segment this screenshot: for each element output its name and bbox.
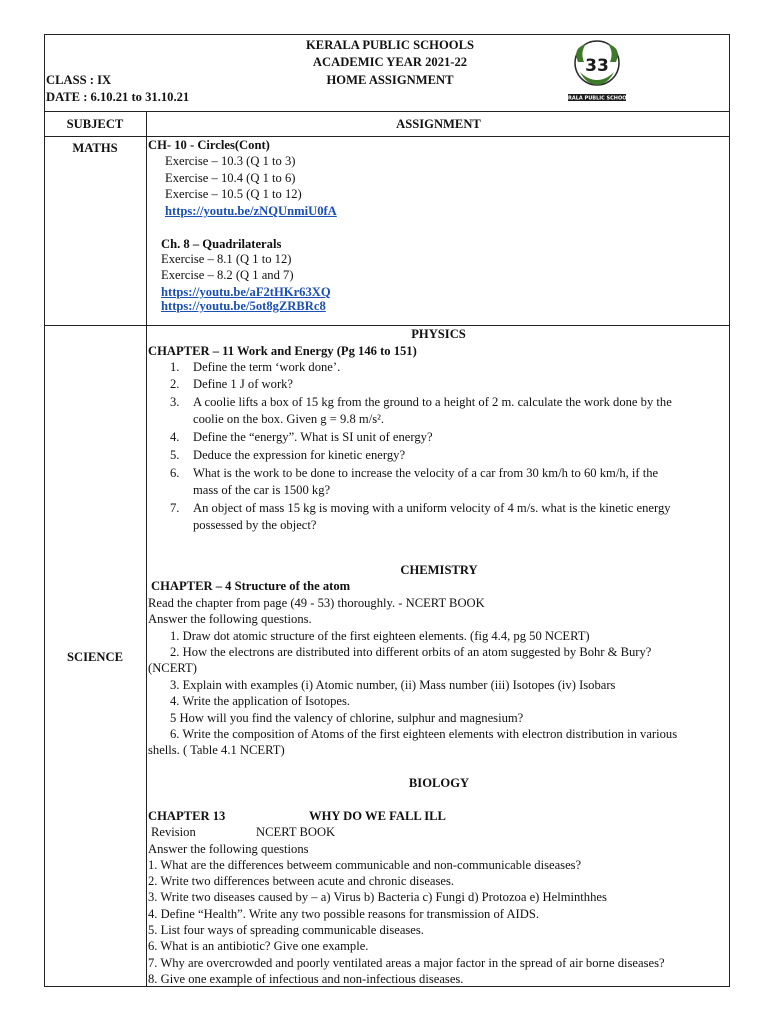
biology-question: 3. Write two diseases caused by – a) Virus b) Bacteria c) Fungi d) Protozoa e) Helminthhes xyxy=(148,890,607,904)
physics-question: Define 1 J of work? xyxy=(193,377,294,391)
chemistry-question-cont: (NCERT) xyxy=(148,661,197,675)
biology-question: 2. Write two differences between acute and chronic diseases. xyxy=(148,874,455,888)
physics-question-number: 4. xyxy=(170,430,180,444)
chemistry-question-cont: shells. ( Table 4.1 NCERT) xyxy=(148,743,285,757)
physics-question: An object of mass 15 kg is moving with a uniform velocity of 4 m/s. what is the kinetic energy xyxy=(193,501,671,515)
school-name: KERALA PUBLIC SCHOOLS xyxy=(306,38,474,52)
biology-chapter-title: WHY DO WE FALL ILL xyxy=(309,809,446,823)
date-label: DATE : 6.10.21 to 31.10.21 xyxy=(46,90,190,104)
biology-question: 1. What are the differences betweem communicable and non-communicable diseases? xyxy=(148,858,582,872)
logo-caption: KERALA PUBLIC SCHOOLS xyxy=(560,95,634,102)
chemistry-question: 6. Write the composition of Atoms of the first eighteen elements with electron distribution in various xyxy=(170,727,678,741)
maths-ch8-item: Exercise – 8.1 (Q 1 to 12) xyxy=(161,252,292,266)
school-emblem-icon xyxy=(560,38,634,102)
maths-ch10-title: CH- 10 - Circles(Cont) xyxy=(148,138,270,152)
physics-question-number: 1. xyxy=(170,360,180,374)
maths-ch10-video-link[interactable]: https://youtu.be/zNQUnmiU0fA xyxy=(165,204,337,218)
biology-question: 8. Give one example of infectious and non-infectious diseases. xyxy=(148,972,464,986)
chemistry-question: 3. Explain with examples (i) Atomic number, (ii) Mass number (iii) Isotopes (iv) Isobars xyxy=(170,678,616,692)
physics-question-cont: mass of the car is 1500 kg? xyxy=(193,483,331,497)
physics-question-number: 2. xyxy=(170,377,180,391)
biology-heading: BIOLOGY xyxy=(408,776,470,790)
logo-numerals: 33 xyxy=(585,56,609,76)
subject-column-header: SUBJECT xyxy=(66,117,124,131)
biology-intro: Answer the following questions xyxy=(148,842,309,856)
maths-ch10-item: Exercise – 10.4 (Q 1 to 6) xyxy=(165,171,296,185)
physics-heading: PHYSICS xyxy=(411,327,466,341)
biology-question: 5. List four ways of spreading communicable diseases. xyxy=(148,923,424,937)
maths-ch8-title: Ch. 8 – Quadrilaterals xyxy=(161,237,282,251)
biology-question: 4. Define “Health”. Write any two possible reasons for transmission of AIDS. xyxy=(148,907,539,921)
physics-question-number: 5. xyxy=(170,448,180,462)
chemistry-heading: CHEMISTRY xyxy=(400,563,478,577)
chemistry-question: 4. Write the application of Isotopes. xyxy=(170,694,351,708)
school-logo xyxy=(560,38,634,102)
physics-question: A coolie lifts a box of 15 kg from the ground to a height of 2 m. calculate the work done by the xyxy=(193,395,672,409)
physics-question-cont: possessed by the object? xyxy=(193,518,317,532)
biology-book: NCERT BOOK xyxy=(256,825,336,839)
class-label: CLASS : IX xyxy=(46,73,112,87)
chemistry-question: 1. Draw dot atomic structure of the first eighteen elements. (fig 4.4, pg 50 NCERT) xyxy=(170,629,590,643)
biology-chapter-number: CHAPTER 13 xyxy=(148,809,226,823)
biology-question: 6. What is an antibiotic? Give one example. xyxy=(148,939,369,953)
subject-science: SCIENCE xyxy=(67,650,123,664)
maths-ch8-item: Exercise – 8.2 (Q 1 and 7) xyxy=(161,268,294,282)
physics-question: Define the “energy”. What is SI unit of energy? xyxy=(193,430,433,444)
maths-ch10-item: Exercise – 10.3 (Q 1 to 3) xyxy=(165,154,296,168)
biology-revision: Revision xyxy=(151,825,196,839)
chemistry-intro: Answer the following questions. xyxy=(148,612,312,626)
biology-question: 7. Why are overcrowded and poorly ventilated areas a major factor in the spread of air borne diseases? xyxy=(148,956,665,970)
physics-question: What is the work to be done to increase the velocity of a car from 30 km/h to 60 km/h, if the xyxy=(193,466,659,480)
assignment-column-header: ASSIGNMENT xyxy=(396,117,481,131)
maths-ch10-item: Exercise – 10.5 (Q 1 to 12) xyxy=(165,187,302,201)
chemistry-question: 2. How the electrons are distributed into different orbits of an atom suggested by Bohr & Bury? xyxy=(170,645,652,659)
physics-question: Deduce the expression for kinetic energy? xyxy=(193,448,406,462)
physics-question-number: 6. xyxy=(170,466,180,480)
academic-year: ACADEMIC YEAR 2021-22 xyxy=(312,55,468,69)
column-divider xyxy=(146,111,147,987)
maths-ch8-video-link-2[interactable]: https://youtu.be/5ot8gZRBRc8 xyxy=(161,299,326,313)
document-type: HOME ASSIGNMENT xyxy=(326,73,454,87)
subject-maths: MATHS xyxy=(72,141,118,155)
chemistry-chapter: CHAPTER – 4 Structure of the atom xyxy=(151,579,351,593)
physics-chapter: CHAPTER – 11 Work and Energy (Pg 146 to 151) xyxy=(148,344,417,358)
physics-question: Define the term ‘work done’. xyxy=(193,360,341,374)
physics-question-number: 3. xyxy=(170,395,180,409)
physics-question-cont: coolie on the box. Given g = 9.8 m/s². xyxy=(193,412,385,426)
maths-ch8-video-link-1[interactable]: https://youtu.be/aF2tHKr63XQ xyxy=(161,285,331,299)
chemistry-question: 5 How will you find the valency of chlorine, sulphur and magnesium? xyxy=(170,711,524,725)
chemistry-intro: Read the chapter from page (49 - 53) thoroughly. - NCERT BOOK xyxy=(148,596,485,610)
physics-question-number: 7. xyxy=(170,501,180,515)
